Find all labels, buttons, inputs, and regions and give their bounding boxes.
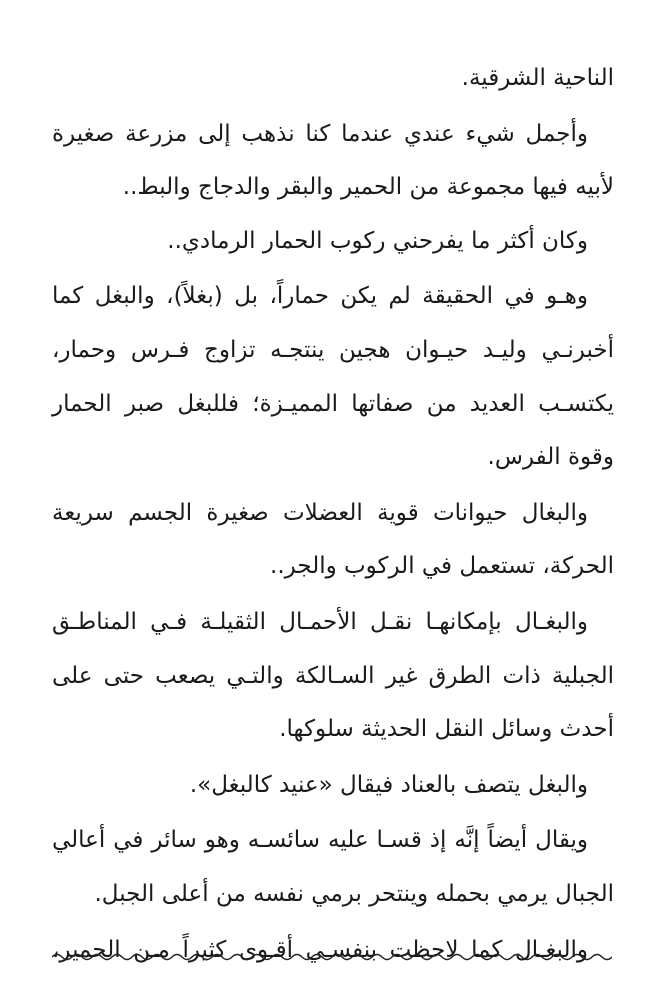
text-line: والبغال حيوانات قوية العضلات صغيرة الجسم سريعة: [52, 499, 588, 526]
text-line: وأجمل شيء عندي عندما كنا نذهب إلى مزرعة صغيرة: [52, 120, 588, 147]
text-line: والبغـال بإمكانهـا نقـل الأحمـال الثقيلـة فـي المناطـق: [52, 608, 588, 635]
page-text: [52, 52, 614, 977]
text-line: ويقال أيضاً إنَّه إذ قسـا عليه سائسـه وهو سائر في أعالي: [52, 827, 588, 854]
text-line: والبغل يتصف بالعناد فيقال «عنيد كالبغل».: [189, 771, 588, 798]
text-line: الجبال يرمي بحمله وينتحر برمي نفسه من أعلى الجبل.: [94, 880, 614, 907]
text-line: الجبلية ذات الطرق غير السـالكة والتـي يصعب حتى على: [52, 662, 614, 689]
text-line: أحدث وسائل النقل الحديثة سلوكها.: [279, 716, 614, 743]
text-line: وهـو في الحقيقة لم يكن حماراً، بل (بغلاً)، والبغل كما: [52, 283, 588, 310]
text-line: وكان أكثر ما يفرحني ركوب الحمار الرمادي..: [167, 227, 588, 254]
text-line: أخبرنـي وليـد حيـوان هجين ينتجـه تزاوج فـرس وحمار،: [52, 336, 614, 363]
text-line: الحركة، تستعمل في الركوب والجر..: [270, 553, 614, 580]
text-line: لأبيه فيها مجموعة من الحمير والبقر والدجاج والبط..: [122, 174, 614, 201]
text-line: والبغـال كما لاحظت بنفسـي أقـوى كثيراً مـن الحمير،: [52, 936, 588, 963]
text-line: الناحية الشرقية.: [461, 65, 614, 91]
text-line: يكتسـب العديد من صفاتها المميـزة؛ فللبغل صبر الحمار: [52, 390, 614, 417]
text-line: وقوة الفرس.: [487, 444, 614, 471]
wavy-divider-line: [52, 955, 612, 960]
wavy-divider: [52, 950, 612, 964]
